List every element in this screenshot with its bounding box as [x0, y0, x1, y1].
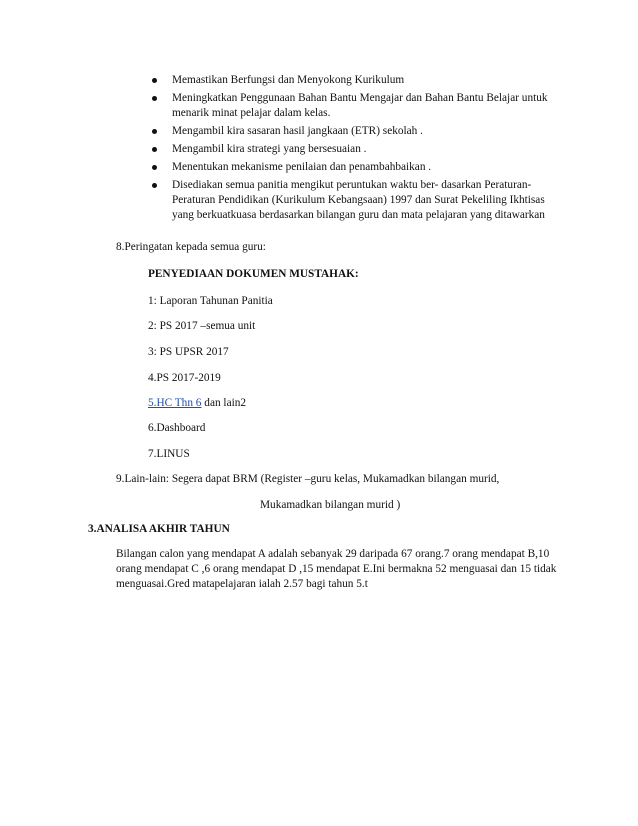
- analysis-paragraph: Bilangan calon yang mendapat A adalah sebanyak 29 daripada 67 orang.7 orang mendapat B,10 orang mendapat C ,6 orang mendapat D ,15 mendapat E.Ini bermakna 52 menguasai dan 15 tidak menguasai.Gred matapelajaran ialah 2.57 bagi tahun 5.t: [116, 548, 557, 590]
- document-item: 7.LINUS: [148, 448, 190, 460]
- bullet-item: Mengambil kira sasaran hasil jangkaan (ETR) sekolah .: [152, 124, 562, 139]
- bullet-dot-icon: [152, 147, 157, 152]
- hc-thn6-link[interactable]: 5.HC Thn 6: [148, 397, 202, 409]
- document-item: [148, 396, 246, 411]
- document-item-rest: dan lain2: [201, 397, 247, 409]
- bullet-item: Menentukan mekanisme penilaian dan penambahbaikan .: [152, 160, 562, 175]
- item8-heading: 8.Peringatan kepada semua guru:: [116, 241, 266, 253]
- bullet-dot-icon: [152, 96, 157, 101]
- document-item: 4.PS 2017-2019: [148, 372, 221, 384]
- bullet-dot-icon: [152, 129, 157, 134]
- item9-line: Mukamadkan bilangan murid ): [260, 499, 401, 511]
- document-item: 2: PS 2017 –semua unit: [148, 320, 256, 332]
- bullet-item: Memastikan Berfungsi dan Menyokong Kurikulum: [152, 73, 562, 88]
- bullet-item: Disediakan semua panitia mengikut peruntukan waktu ber- dasarkan Peraturan-Peraturan Pendidikan (Kurikulum Kebangsaan) 1997 dan Surat Pekeliling Ikhtisas yang berkuatkuasa berdasarkan bilangan guru dan mata pelajaran yang ditawarkan: [152, 178, 562, 223]
- bullet-dot-icon: [152, 78, 157, 83]
- bullet-dot-icon: [152, 165, 157, 170]
- section3-heading: 3.ANALISA AKHIR TAHUN: [88, 523, 230, 535]
- bullet-list: [152, 73, 562, 226]
- document-item: 3: PS UPSR 2017: [148, 346, 229, 358]
- documents-subheading: PENYEDIAAN DOKUMEN MUSTAHAK:: [148, 268, 359, 280]
- item9-line: 9.Lain-lain: Segera dapat BRM (Register –guru kelas, Mukamadkan bilangan murid,: [116, 473, 500, 485]
- bullet-item: Meningkatkan Penggunaan Bahan Bantu Mengajar dan Bahan Bantu Belajar untuk menarik minat pelajar dalam kelas.: [152, 91, 562, 121]
- document-item: 6.Dashboard: [148, 422, 206, 434]
- bullet-dot-icon: [152, 183, 157, 188]
- document-item: 1: Laporan Tahunan Panitia: [148, 295, 273, 307]
- bullet-item: Mengambil kira strategi yang bersesuaian .: [152, 142, 562, 157]
